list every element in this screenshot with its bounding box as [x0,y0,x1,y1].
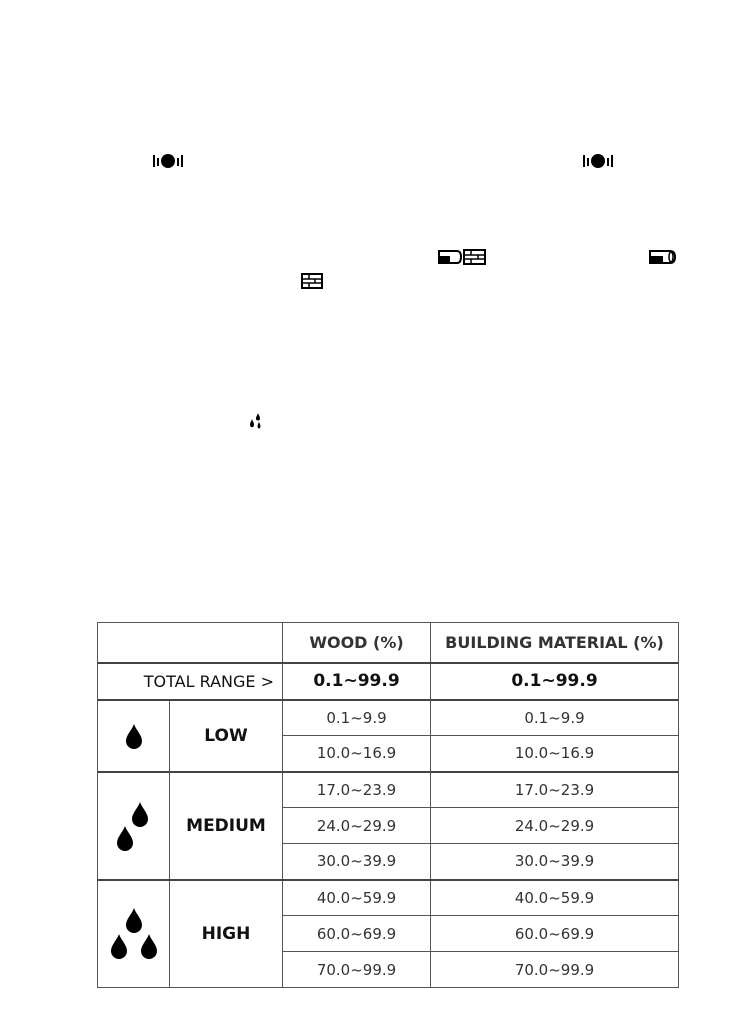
table-row [98,700,679,736]
wood-range-cell: 40.0~59.9 [283,880,431,916]
level-drops-cell [98,880,170,988]
total-range-row [98,663,679,700]
header-building-material: BUILDING MATERIAL (%) [431,623,679,663]
wood-log-icon [648,247,678,267]
moisture-drops-icon [113,798,155,854]
moisture-drops-icon [107,906,161,962]
water-drop-icon [141,934,157,959]
table-row [98,772,679,808]
sensor-icon-right [582,152,614,170]
water-drop-icon [132,802,148,827]
wood-range-cell: 30.0~39.9 [283,844,431,880]
wood-range-cell: 60.0~69.9 [283,916,431,952]
level-drops-cell [98,772,170,880]
water-drop-icon [126,724,142,749]
table-row [98,880,679,916]
total-range-label: TOTAL RANGE > [98,663,283,700]
water-drop-icon [126,908,142,933]
building-range-cell: 70.0~99.9 [431,952,679,988]
wood-range-cell: 70.0~99.9 [283,952,431,988]
wood-range-cell: 17.0~23.9 [283,772,431,808]
brick-wall-icon [301,272,323,290]
level-label: HIGH [170,880,283,988]
wood-range-cell: 10.0~16.9 [283,736,431,772]
building-range-cell: 17.0~23.9 [431,772,679,808]
wood-range-cell: 24.0~29.9 [283,808,431,844]
level-drops-cell [98,700,170,772]
building-range-cell: 40.0~59.9 [431,880,679,916]
total-range-building: 0.1~99.9 [431,663,679,700]
table-header-row [98,623,679,663]
level-label: MEDIUM [170,772,283,880]
level-label: LOW [170,700,283,772]
wood-range-cell: 0.1~9.9 [283,700,431,736]
water-drops-icon [247,412,263,430]
wood-and-brick-icon [437,247,487,267]
building-range-cell: 30.0~39.9 [431,844,679,880]
header-wood: WOOD (%) [283,623,431,663]
header-blank-cell [98,623,283,663]
total-range-wood: 0.1~99.9 [283,663,431,700]
building-range-cell: 0.1~9.9 [431,700,679,736]
building-range-cell: 24.0~29.9 [431,808,679,844]
moisture-range-table [97,622,679,988]
building-range-cell: 60.0~69.9 [431,916,679,952]
sensor-icon-left [152,152,184,170]
building-range-cell: 10.0~16.9 [431,736,679,772]
moisture-drops-icon [123,721,145,751]
water-drop-icon [117,826,133,851]
water-drop-icon [111,934,127,959]
